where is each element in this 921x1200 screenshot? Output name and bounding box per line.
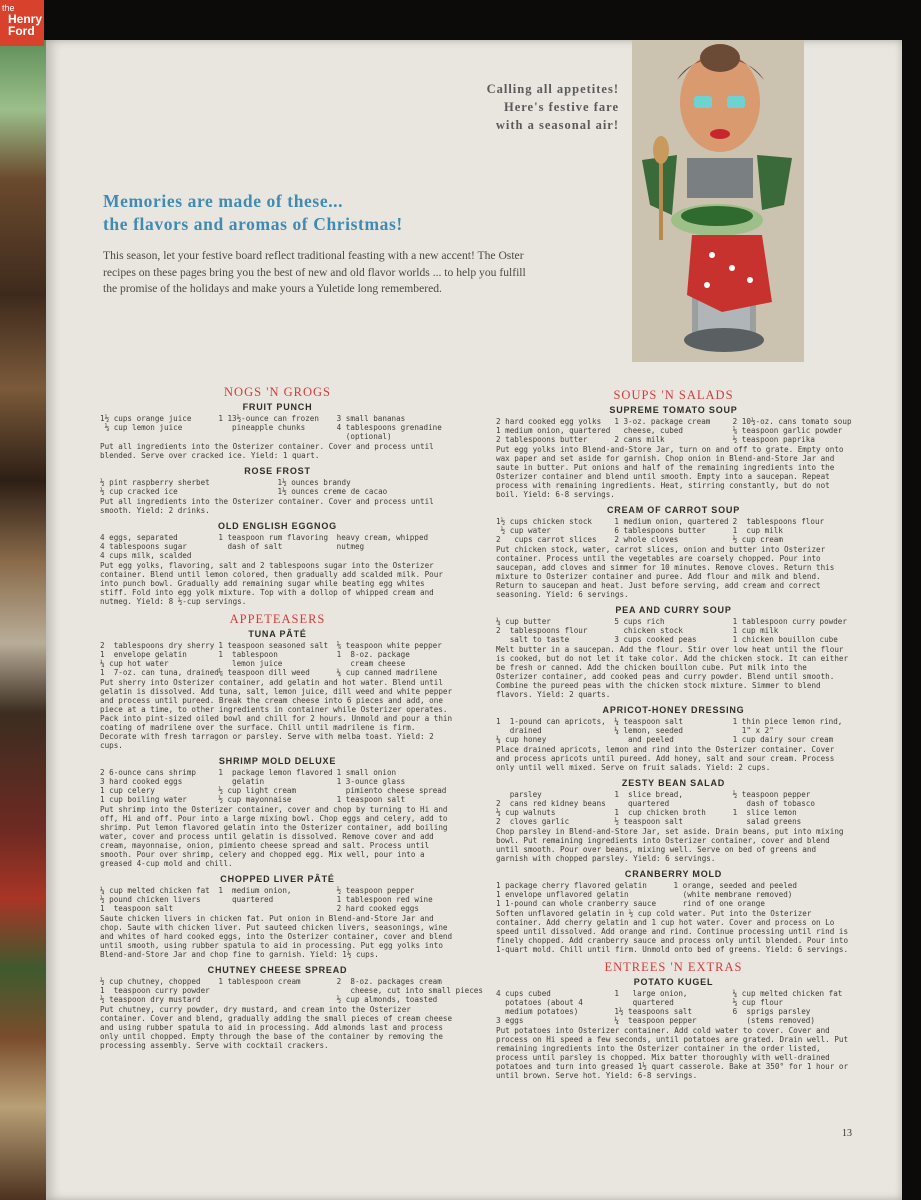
ingredient-column: 4 cups cubed potatoes (about 4 medium potatoes) 3 eggs [496,989,583,1025]
recipe-directions: Melt butter in a saucepan. Add the flour. Stir over low heat until the flour is cooked, but do not let it take color. Add the chicken stock. It can either be fresh or canned. Add the chicken bouillon cube. Put milk into the Osterizer container, add cooked peas and curry powder. Blend until smooth. Combine the pureed peas with the chicken stock mixture. Simmer to blend flavors. Yield: 2 quarts. [496,645,849,699]
ingredient-column: ⅛ teaspoon white pepper 1 8-oz. package cream cheese ¼ cup canned madrilene [336,641,442,677]
recipe-title: ROSE FROST [244,466,311,476]
intro-paragraph: This season, let your festive board reflect traditional feasting with a new accent! The Oster recipes on these pages bring you the best of new and old flavor worlds ... to help you fulfill the promise of the holidays and make yours a Yuletide long remembered. [103,249,526,295]
recipe-directions: Put shrimp into the Osterizer container, cover and chop by turning to Hi and off, Hi and off. Pour into a large mixing bowl. Chop eggs and celery, add to shrimp. Put lemon flavored gelatin into the Osterizer container, add boiling water, cover and process until gelatin is dissolved. Remove cover and add cream, mayonnaise, onion, pimiento cheese spread and salt. Process until smooth. Pour over shrimp, celery and chopped egg. Mix well, pour into a greased 4-cup mold and chill. [100,805,448,868]
recipe-directions: Put egg yolks into Blend-and-Store Jar, turn on and off to grate. Empty onto wax paper and set aside for garnish. Chop onion in Blend-and-Store Jar and saute in butter. Put onions and half of the remaining ingredients into the Osterizer container and blend until smooth. Empty into a saucepan. Repeat process with remaining ingredients. Heat, stirring constantly, but do not boil. Yield: 6-8 servings. [496,445,844,499]
ingredient-list [100,768,455,804]
headline-line: Memories are made of these... [103,191,344,211]
ingredient-column: ¼ teaspoon salt ¼ lemon, seeded and peeled [614,717,683,744]
ingredient-column: 1 tablespoon curry powder 1 cup milk 1 chicken bouillon cube [732,617,847,644]
ingredient-column: ½ cup chutney, chopped 1 teaspoon curry powder ½ teaspoon dry mustard [100,977,210,1004]
henry-ford-watermark [0,0,44,46]
ingredient-column: 2 tablespoons dry sherry 1 envelope gelatin ¼ cup hot water 1 7-oz. can tuna, drained [100,641,219,677]
ingredient-list [100,886,455,913]
recipe-title: CHOPPED LIVER PÂTÉ [220,874,335,884]
section-heading: APPETEASERS [229,612,326,626]
left-photo-strip [0,40,48,1200]
ingredient-column: 1 3-oz. package cream cheese, cubed 2 cans milk [614,417,711,444]
magazine-page [46,40,902,1200]
recipe [496,778,851,863]
ingredient-list [496,417,851,444]
ingredient-column: ½ teaspoon pepper dash of tobasco 1 slice lemon salad greens [732,790,815,826]
tagline-line: with a seasonal air! [495,118,619,132]
recipe-directions: Put chutney, curry powder, dry mustard, and cream into the Osterizer container. Cover and blend, gradually adding the small pieces of cream cheese and using rubber spatula to aid in processing. Add almonds last and process only until chopped. Empty through the base of the container by removing the processing assembly. Serve with cocktail crackers. [100,1005,453,1050]
tagline [429,80,619,134]
ingredient-column: 1 medium onion, quartered [218,886,292,904]
section-heading: ENTREES 'N EXTRAS [604,960,743,974]
tagline-line: Here's festive fare [503,100,619,114]
ingredient-column: ¼ cup melted chicken fat ½ pound chicken livers 1 teaspoon salt [100,886,210,913]
recipe [496,605,851,699]
recipe [100,466,455,515]
ingredient-column: 1 large onion, quartered 1½ teaspoons salt ¼ teaspoon pepper [614,989,697,1025]
ingredient-column: 1½ cups orange juice ⅓ cup lemon juice [100,414,192,432]
headline [103,190,583,236]
ingredient-list [496,617,851,644]
ingredient-column: 2 10½-oz. cans tomato soup ⅛ teaspoon garlic powder ½ teaspoon paprika [732,417,852,444]
ingredient-column: 1½ ounces brandy 1½ ounces creme de cacao [277,478,388,496]
recipe [496,405,851,499]
ingredient-column: 1 slice bread, quartered 1 cup chicken broth ½ teaspoon salt [614,790,706,826]
recipe-directions: Put all ingredients into the Osterizer container. Cover and process until smooth. Yield: 2 drinks. [100,497,434,515]
recipe [100,402,455,460]
ingredient-column: ½ pint raspberry sherbet ½ cup cracked ice [100,478,210,496]
recipe-title: SUPREME TOMATO SOUP [609,405,738,415]
watermark-line: Ford [8,24,35,38]
ingredient-column: 2 8-oz. packages cream cheese, cut into small pieces ½ cup almonds, toasted [336,977,483,1004]
ingredient-list [496,517,851,544]
ingredient-list [496,881,851,908]
recipe [100,874,455,959]
ingredient-column: 1 small onion 1 3-ounce glass pimiento cheese spread 1 teaspoon salt [336,768,447,804]
recipe-directions: Put chicken stock, water, carrot slices, onion and butter into Osterizer container. Process until the vegetables are coarsely chopped. Pour into saucepan, add cloves and simmer for 10 minutes. Remove cloves. Return this mixture to Osterizer container and puree. Add flour and milk and blend. Return to saucepan and heat. Just before serving, add cream and correct seasoning. Yield: 6 servings. [496,545,835,599]
ingredient-column: parsley 2 cans red kidney beans ⅓ cup walnuts 2 cloves garlic [496,790,606,826]
ingredient-column: 3 small bananas 4 tablespoons grenadine (optional) [336,414,442,441]
recipe-title: POTATO KUGEL [633,977,714,987]
recipe [100,756,455,868]
recipe-title: OLD ENGLISH EGGNOG [218,521,337,531]
recipe-directions: Saute chicken livers in chicken fat. Put onion in Blend-and-Store Jar and chop. Saute with chicken liver. Put sauteed chicken livers, seasonings, wine and whites of hard cooked eggs, into the Osterizer container, cover and blend until smooth, using rubber spatula to aid in processing. Put egg yolks into Blend-and-Store Jar and chop fine to garnish. Yield: 1½ cups. [100,914,453,959]
recipe-title: APRICOT-HONEY DRESSING [602,705,745,715]
ingredient-list [100,414,455,441]
ingredient-column: ¼ cup butter 2 tablespoons flour salt to taste [496,617,588,644]
ingredient-list [100,478,455,496]
ingredient-column: 2 6-ounce cans shrimp 3 hard cooked eggs 1 cup celery 1 cup boiling water [100,768,197,804]
recipe-directions: Soften unflavored gelatin in ½ cup cold water. Put into the Osterizer container. Add cherry gelatin and 1 cup hot water. Cover and process on Lo speed until dissolved. Add orange and rind. Continue processing until rind is finely chopped. Add cranberry sauce and process only until blended. Pour into 1-quart mold. Chill until firm. Unmold onto bed of greens. Yield: 6 servings. [496,909,849,954]
recipe-title: CHUTNEY CHEESE SPREAD [207,965,348,975]
ingredient-column: ¼ cup melted chicken fat ⅓ cup flour 6 sprigs parsley (stems removed) [732,989,843,1025]
recipe [496,705,851,772]
recipe-title: ZESTY BEAN SALAD [621,778,726,788]
headline-line: the flavors and aromas of Christmas! [103,214,403,234]
ingredient-list [496,717,851,744]
recipe-title: CREAM OF CARROT SOUP [607,505,740,515]
ingredient-column: 2 hard cooked egg yolks 1 medium onion, quartered 2 tablespoons butter [496,417,611,444]
ingredient-column: 1½ cups chicken stock ½ cup water 2 cups carrot slices [496,517,597,544]
section-heading: NOGS 'N GROGS [224,385,331,399]
left-recipe-column [100,385,483,1056]
recipe-directions: Put all ingredients into the Osterizer container. Cover and process until blended. Serve over cracked ice. Yield: 1 quart. [100,442,434,460]
ingredient-column: 5 cups rich chicken stock 3 cups cooked peas [614,617,697,644]
right-recipe-column [496,388,851,1086]
ingredient-list [496,790,851,826]
watermark-line: the [2,3,15,13]
recipe [496,505,851,599]
ingredient-column: 1 orange, seeded and peeled (white membrane removed) rind of one orange [673,881,797,908]
watermark-line: Henry [8,12,43,26]
ingredient-list [100,641,455,677]
ingredient-column: heavy cream, whipped nutmeg [336,533,429,551]
recipe-title: CRANBERRY MOLD [624,869,723,879]
section-heading: SOUPS 'N SALADS [613,388,734,402]
ingredient-column: 1 tablespoon cream [218,977,301,986]
recipe-title: SHRIMP MOLD DELUXE [218,756,337,766]
ingredient-list [100,533,455,560]
recipe [100,521,455,606]
recipe-directions: Put potatoes into Osterizer container. Add cold water to cover. Cover and process on Hi speed a few seconds, until potatoes are grated. Drain well. Put remaining ingredients into the Osterizer container in the order listed, process until parsley is chopped. Mix batter thoroughly with well-drained potatoes and turn into greased 1½ quart casserole. Bake at 350° for 1 hour or until brown. Serve hot. Yield: 6-8 servings. [496,1026,849,1080]
recipe-directions: Put sherry into Osterizer container, add gelatin and hot water. Blend until gelatin is dissolved. Add tuna, salt, lemon juice, dill weed and white pepper and process until pureed. Break the cream cheese into 6 pieces and add, one piece at a time, to other ingredients in container while Osterizer operates. Pack into pint-sized oiled bowl and chill for 2 hours. Unmold and pour a thin coating of madrilene over the surface. Chill until madrilene is firm. Decorate with fresh tarragon or parsley. Serve with melba toast. Yield: 2 cups. [100,678,453,750]
ingredient-column: 1 medium onion, quartered 6 tablespoons butter 2 whole cloves [614,517,729,544]
blender-doll-illustration [632,40,804,362]
recipe-title: FRUIT PUNCH [242,402,313,412]
ingredient-column: 2 tablespoons flour 1 cup milk ½ cup cream [732,517,825,544]
recipe-title: PEA AND CURRY SOUP [615,605,732,615]
ingredient-column: 1 thin piece lemon rind, 1" x 2" 1 cup dairy sour cream [732,717,843,744]
recipe [496,977,851,1080]
recipe [100,965,483,1050]
tagline-line: Calling all appetites! [486,82,619,96]
recipe-title: TUNA PÂTÉ [248,629,307,639]
recipe [496,869,851,954]
page-number: 13 [842,1128,852,1139]
ingredient-column: 1 teaspoon seasoned salt 1 tablespoon lemon juice ⅛ teaspoon dill weed [218,641,329,677]
ingredient-column: 1 1-pound can apricots, drained ¼ cup honey [496,717,606,744]
ingredient-list [100,977,483,1004]
ingredient-column: 4 eggs, separated 4 tablespoons sugar 4 cups milk, scalded [100,533,192,560]
recipe-directions: Chop parsley in Blend-and-Store Jar, set aside. Drain beans, put into mixing bowl. Put remaining ingredients into Osterizer container, cover and blend until smooth. Pour over beans, mixing well. Serve on bed of greens and garnish with chopped parsley. Yield: 6 servings. [496,827,844,863]
ingredient-column: 1 package lemon flavored gelatin ½ cup light cream ½ cup mayonnaise [218,768,333,804]
ingredient-column: 1 package cherry flavored gelatin 1 envelope unflavored gelatin 1 1-pound can whole cranberry sauce [496,881,657,908]
ingredient-column: ½ teaspoon pepper 1 tablespoon red wine 2 hard cooked eggs [336,886,433,913]
recipe [100,629,455,750]
ingredient-list [496,989,851,1025]
ingredient-column: 1 teaspoon rum flavoring dash of salt [218,533,329,551]
recipe-directions: Place drained apricots, lemon and rind into the Osterizer container. Cover and process apricots until pureed. Add honey, salt and sour cream. Process only until well mixed. Serve on fruit salads. Yield: 2 cups. [496,745,835,772]
ingredient-column: 1 13½-ounce can frozen pineapple chunks [218,414,319,432]
recipe-directions: Put egg yolks, flavoring, salt and 2 tablespoons sugar into the Osterizer container. Blend until lemon colored, then gradually add scalded milk. Pour into punch bowl. Gradually add remaining sugar while beating egg whites stiff. Fold into egg yolk mixture. Top with a dollop of whipped cream and nutmeg. Yield: 8 ½-cup servings. [100,561,443,606]
